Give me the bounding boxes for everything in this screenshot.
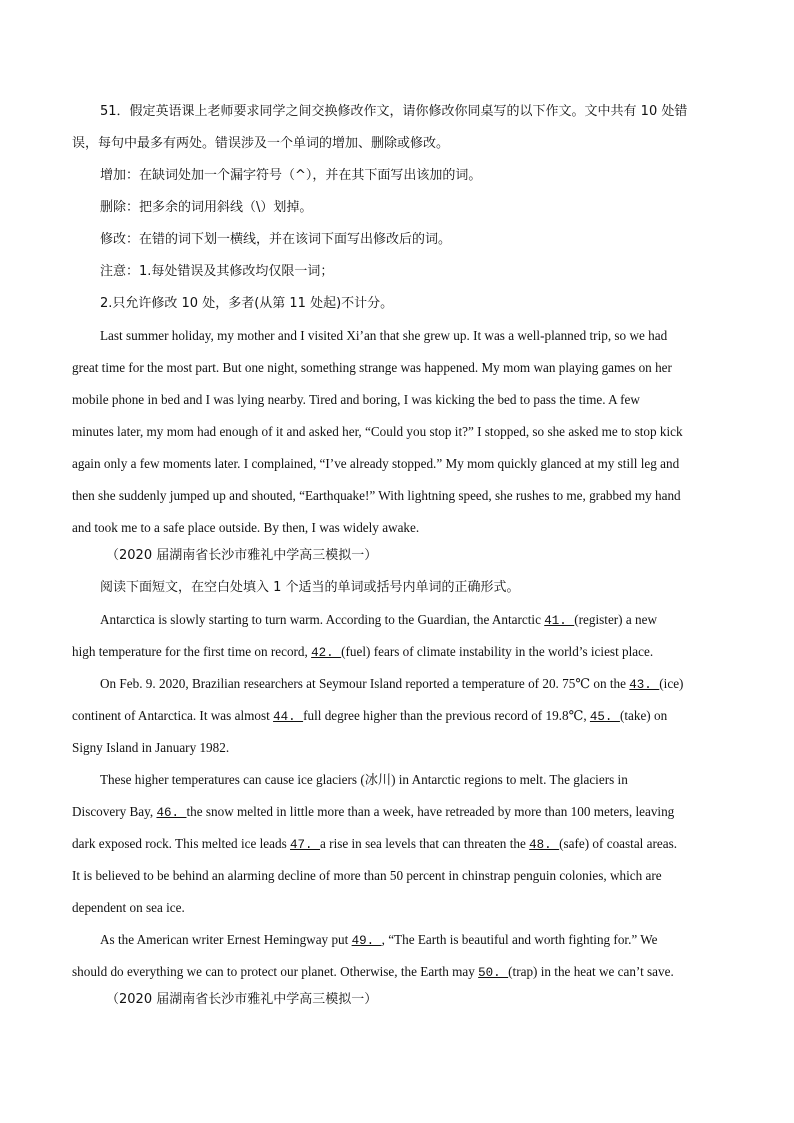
blank-44[interactable]: 44. — [273, 710, 304, 724]
essay-line-1: Last summer holiday, my mother and I visited Xi’an that she grew up. It was a well-planned trip, so we had — [100, 328, 668, 343]
essay-line-5: again only a few moments later. I complained, “I’ve already stopped.” My mom quickly glanced at my still leg and — [72, 456, 680, 471]
blank-48[interactable]: 48. — [529, 838, 560, 852]
blank-45[interactable]: 45. — [589, 710, 620, 724]
essay-line-7: and took me to a safe place outside. By then, I was widely awake. — [72, 520, 420, 535]
blank-41[interactable]: 41. — [544, 614, 575, 628]
blank-43[interactable]: 43. — [629, 678, 660, 692]
cloze-p4-line-1: As the American writer Ernest Hemingway put 49. , “The Earth is beautiful and worth fighting for.” We — [100, 932, 658, 948]
essay-line-4: minutes later, my mom had enough of it and asked her, “Could you stop it?” I stopped, so she asked me to stop kick — [72, 424, 683, 439]
cloze-p2-line-1: On Feb. 9. 2020, Brazilian researchers at Seymour Island reported a temperature of 20. 75℃ on the 43. (ice) — [100, 676, 684, 692]
essay-line-6: then she suddenly jumped up and shouted, “Earthquake!” With lightning speed, she rushes to me, grabbed my hand — [72, 488, 681, 503]
cloze-p1-line-1: Antarctica is slowly starting to turn warm. According to the Guardian, the Antarctic 41. (register) a new — [100, 612, 657, 628]
cloze-instruction: 阅读下面短文，在空白处填入 1 个适当的单词或括号内单词的正确形式。 — [100, 580, 520, 595]
blank-42[interactable]: 42. — [311, 646, 342, 660]
essay-line-3: mobile phone in bed and I was lying nearby. Tired and boring, I was kicking the bed to pass the time. A few — [72, 392, 640, 407]
q51-rule-delete: 删除：把多余的词用斜线（\）划掉。 — [100, 200, 313, 215]
cloze-p2-line-3: Signy Island in January 1982. — [72, 740, 230, 755]
q51-rule-modify: 修改：在错的词下划一横线，并在该词下面写出修改后的词。 — [100, 232, 452, 247]
cloze-p3-line-2: Discovery Bay, 46. the snow melted in little more than a week, have retreaded by more than 100 meters, leaving — [72, 804, 675, 820]
q51-rule-add: 增加：在缺词处加一个漏字符号（^），并在其下面写出该加的词。 — [100, 168, 482, 183]
q51-instruction-line-1: 51．假定英语课上老师要求同学之间交换修改作文，请你修改你同桌写的以下作文。文中共有 10 处错 — [100, 104, 688, 119]
q51-note-1: 注意：1.每处错误及其修改均仅限一词； — [100, 264, 334, 279]
blank-47[interactable]: 47. — [290, 838, 321, 852]
blank-46[interactable]: 46. — [156, 806, 187, 820]
source-note-1: （2020 届湖南省长沙市雅礼中学高三模拟一） — [106, 548, 378, 563]
cloze-p3-line-5: dependent on sea ice. — [72, 900, 185, 915]
cloze-p2-line-2: continent of Antarctica. It was almost 44. full degree higher than the previous record of 19.8℃, 45. (take) on — [72, 708, 668, 724]
source-note-2: （2020 届湖南省长沙市雅礼中学高三模拟一） — [106, 992, 378, 1007]
q51-instruction-line-2: 误，每句中最多有两处。错误涉及一个单词的增加、删除或修改。 — [72, 136, 450, 151]
cloze-p3-line-4: It is believed to be behind an alarming decline of more than 50 percent in chinstrap penguin colonies, which are — [72, 868, 662, 883]
q51-note-2: 2.只允许修改 10 处，多者(从第 11 处起)不计分。 — [100, 296, 394, 311]
essay-line-2: great time for the most part. But one night, something strange was happened. My mom wan playing games on her — [72, 360, 672, 375]
cloze-p1-line-2: high temperature for the first time on record, 42. (fuel) fears of climate instability in the world’s iciest place. — [72, 644, 654, 660]
cloze-p3-line-3: dark exposed rock. This melted ice leads 47. a rise in sea levels that can threaten the 48. (safe) of coastal areas. — [72, 836, 678, 852]
cloze-p3-line-1: These higher temperatures can cause ice glaciers (冰川) in Antarctic regions to melt. The glaciers in — [100, 772, 628, 787]
cloze-p4-line-2: should do everything we can to protect our planet. Otherwise, the Earth may 50. (trap) in the heat we can’t save. — [72, 964, 674, 980]
blank-49[interactable]: 49. — [351, 934, 382, 948]
blank-50[interactable]: 50. — [478, 966, 509, 980]
